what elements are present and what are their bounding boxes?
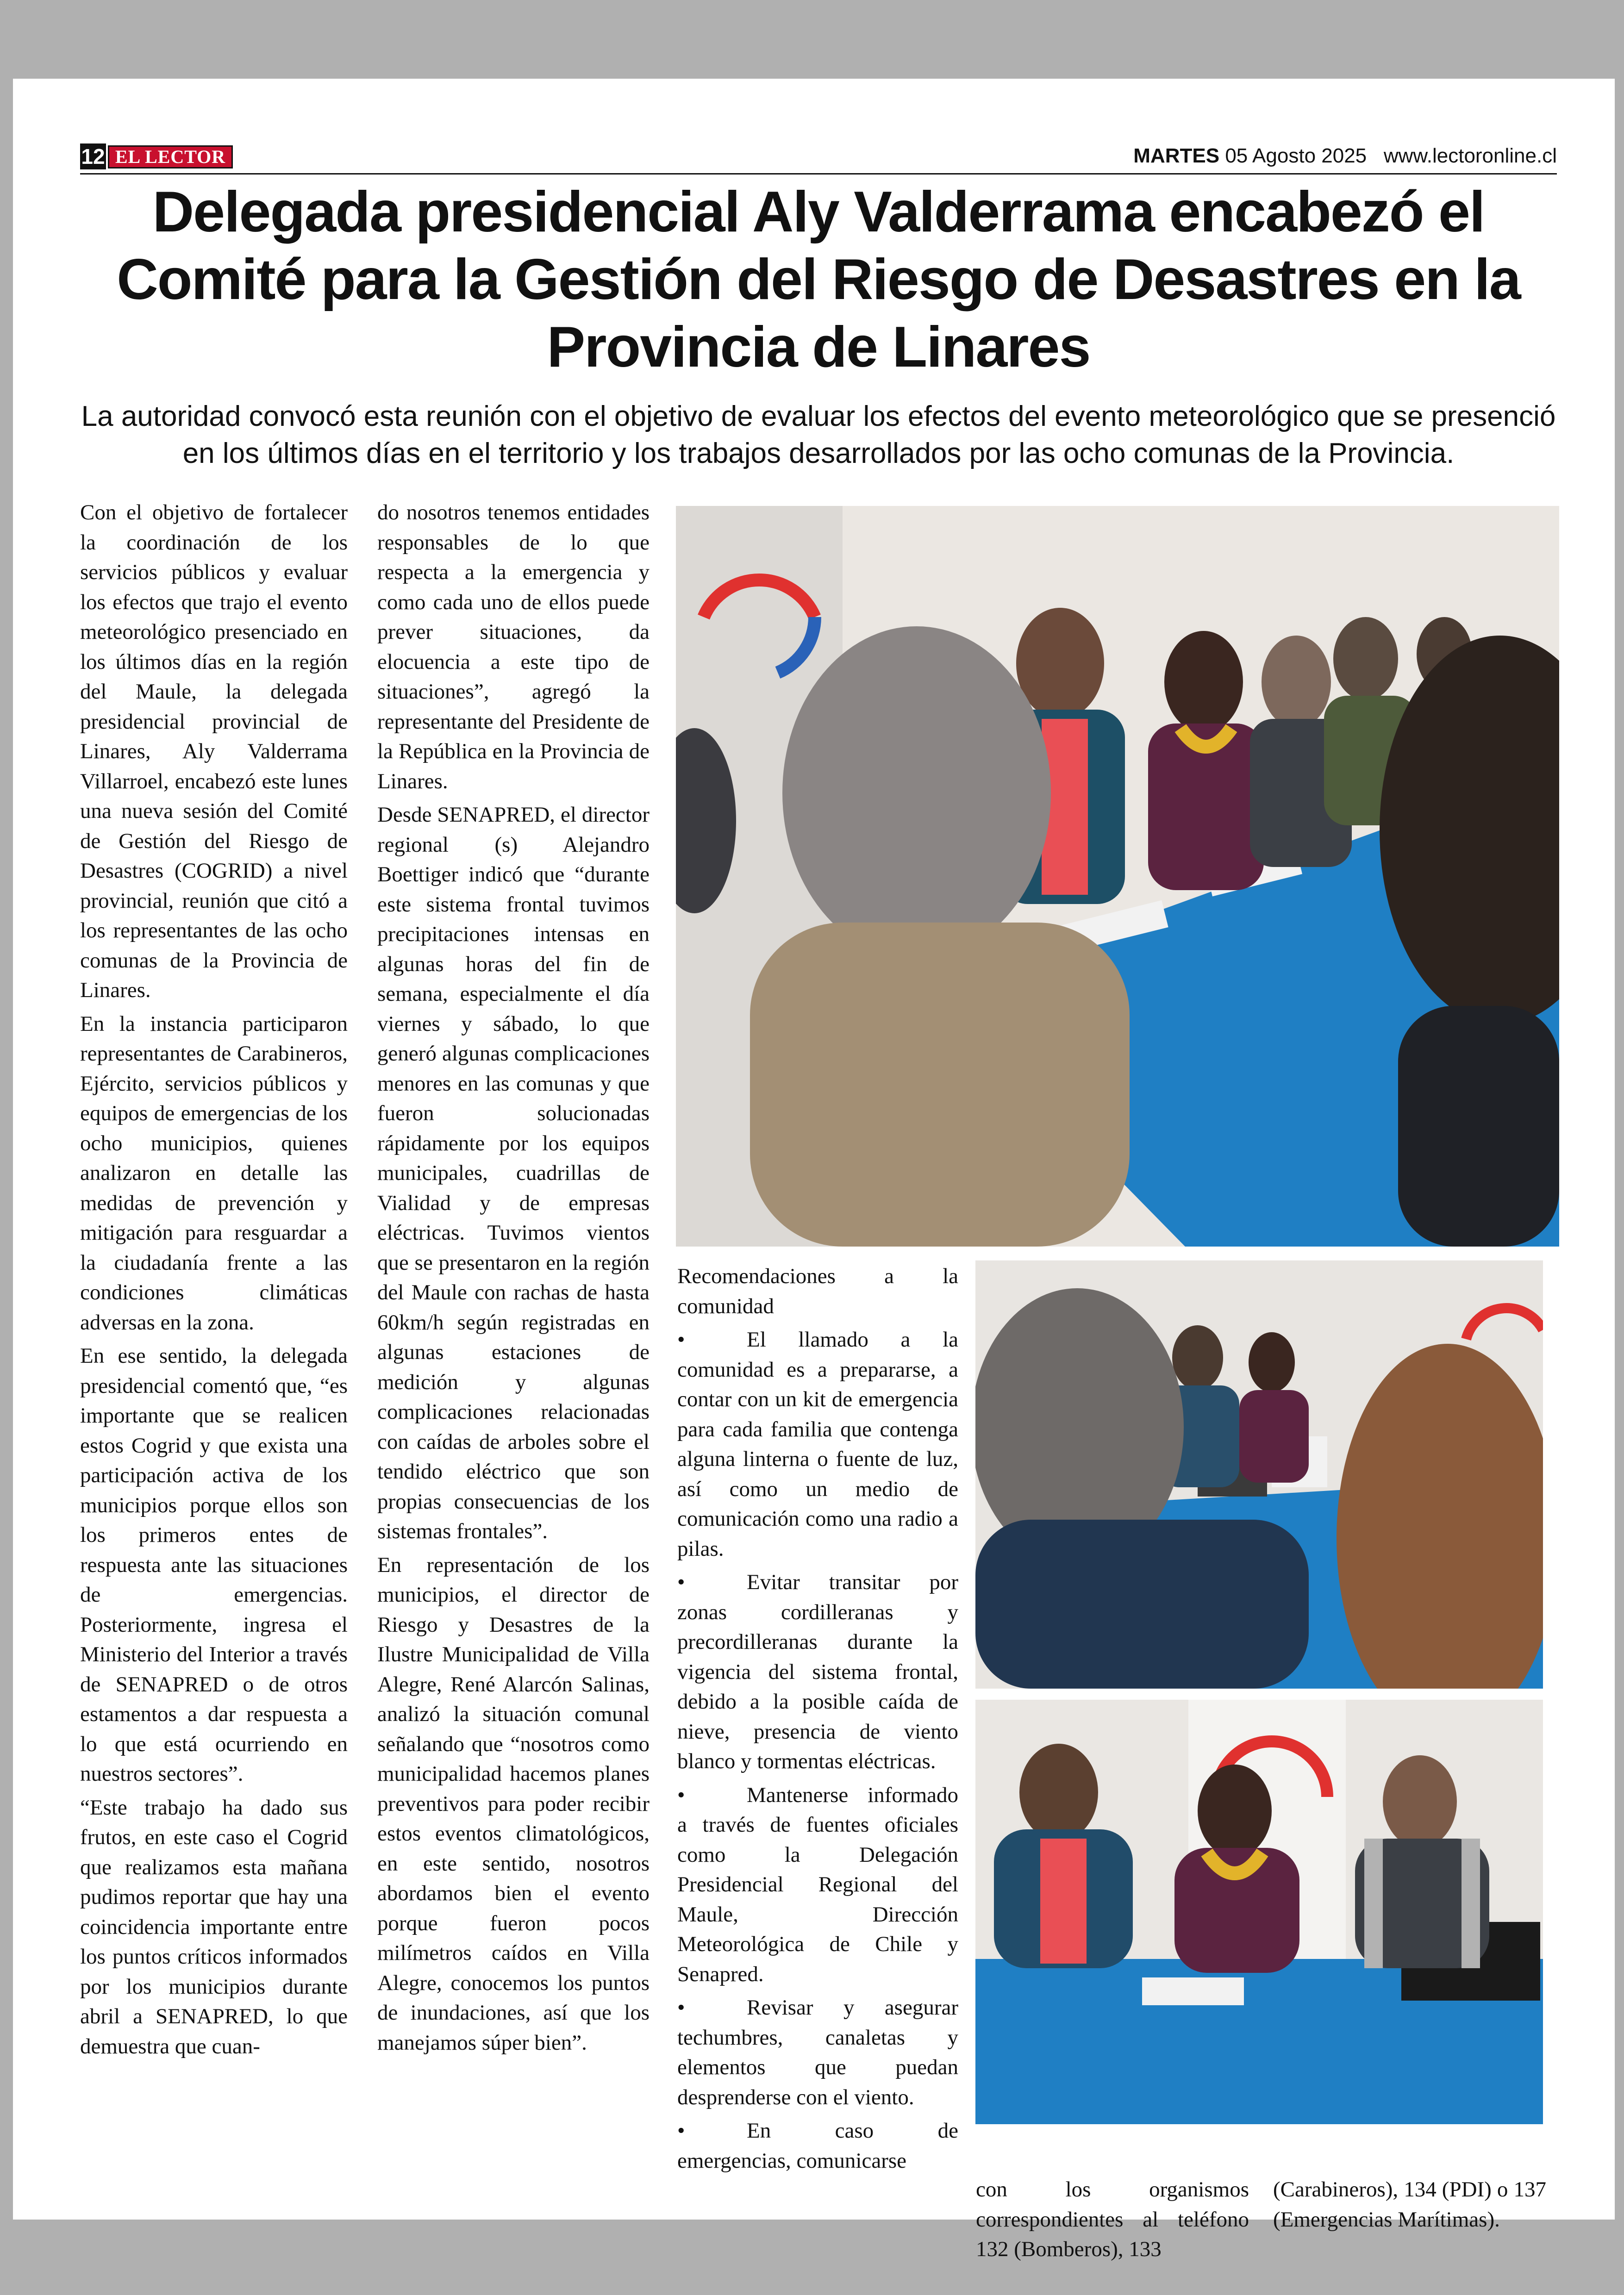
list-item [677, 1567, 958, 1777]
article-column-4 [976, 2175, 1249, 2268]
newspaper-page [13, 79, 1615, 2261]
page-header [80, 143, 1557, 171]
bullet-icon: • [677, 1328, 685, 1352]
list-item [677, 2116, 958, 2176]
paragraph: “Este trabajo ha dado sus frutos, en este caso el Cogrid que realizamos esta mañana pudimos reportar que hay una coincidencia importante entre los puntos críticos informados por los municipios durante abril a SENAPRED, lo que demuestra que cuan- [80, 1795, 348, 2058]
meeting-photo-icon [975, 1700, 1543, 2124]
header-divider [80, 173, 1557, 175]
bullet-icon: • [677, 1570, 685, 1594]
bullet-icon: • [677, 1783, 685, 1807]
article-column-1 [80, 498, 348, 2065]
meeting-photo-bottom [975, 1700, 1543, 2124]
paragraph: En la instancia participaron representantes de Carabineros, Ejército, servicios públicos y equipos de emergencias de los ocho municipios, quienes analizaron en detalle las medidas de prevención y mitigación para resguardar a la ciudadanía frente a las condiciones climáticas adversas en la zona. [80, 1011, 348, 1335]
list-item-text: Mantenerse informado a través de fuentes oficiales como la Delegación Presidencial Regional del Maule, Dirección Meteorológica de Chile y Senapred. [677, 1783, 958, 1986]
article-headline: Delegada presidencial Aly Valderrama encabezó el Comité para la Gestión del Riesgo de Desastres en la Provincia de Linares [117, 180, 1520, 379]
list-item [677, 1325, 958, 1564]
page-number: 12 [80, 143, 106, 169]
list-item-text: El llamado a la comunidad es a prepararse, a contar con un kit de emergencia para cada familia que contenga alguna linterna o fuente de luz, así como un medio de comunicación como una radio a pilas. [677, 1328, 958, 1561]
paragraph: En representación de los municipios, el director de Riesgo y Desastres de la Ilustre Municipalidad de Villa Alegre, René Alarcón Salinas, analizó la situación comunal señalando que “nosotros como municipalidad hacemos planes preventivos para poder recibir estos eventos climatológicos, en este sentido, nosotros abordamos bien el evento porque fueron pocos milímetros caídos en Villa Alegre, conocemos los puntos de inundaciones, así que los manejamos súper bien”. [377, 1553, 650, 2055]
list-item-text: Evitar transitar por zonas cordilleranas y precordilleranas durante la vigencia del sistema frontal, debido a la posible caída de nieve, presencia de viento blanco y tormentas eléctricas. [677, 1570, 958, 1773]
paragraph: Desde SENAPRED, el director regional (s) Alejandro Boettiger indicó que “durante este sistema frontal tuvimos precipitaciones intensas en algunas horas del fin de semana, especialmente el día viernes y sábado, lo que generó algunas complicaciones menores en las comunas y que fueron solucionadas rápidamente por los equipos municipales, cuadrillas de Vialidad y de empresas eléctricas. Tuvimos vientos que se presentaron en la región del Maule con rachas de hasta 60km/h según registradas en algunas estaciones de medición y algunas complicaciones relacionadas con caídas de arboles sobre el tendido eléctrico que son propias consecuencias de los sistemas frontales”. [377, 803, 650, 1543]
paragraph: con los organismos correspondientes al teléfono 132 (Bomberos), 133 [976, 2177, 1249, 2261]
header-dateline [1133, 144, 1557, 168]
paragraph: (Carabineros), 134 (PDI) o 137 (Emergencias Marítimas). [1273, 2177, 1546, 2232]
article-column-2 [377, 498, 650, 2061]
list-item-text: Revisar y asegurar techumbres, canaletas y elementos que puedan desprenderse con el viento. [677, 1996, 958, 2109]
header-date: 05 Agosto 2025 [1225, 144, 1367, 167]
list-item-text: En caso de emergencias, comunicarse [677, 2119, 958, 2173]
meeting-photo-middle [975, 1260, 1543, 1689]
paragraph: Con el objetivo de fortalecer la coordinación de los servicios públicos y evaluar los efectos que trajo el evento meteorológico presenciado en los últimos días en la región del Maule, la delegada presidencial provincial de Linares, Aly Valderrama Villarroel, encabezó este lunes una nueva sesión del Comité de Gestión del Riesgo de Desastres (COGRID) a nivel provincial, reunión que citó a los representantes de las ocho comunas de la Provincia de Linares. [80, 500, 348, 1002]
header-day: MARTES [1133, 144, 1220, 167]
bullet-icon: • [677, 1996, 685, 2020]
article-column-3 [677, 1261, 958, 2179]
paragraph: En ese sentido, la delegada presidencial comentó que, “es importante que se realicen estos Cogrid y que exista una participación activa de los municipios porque ellos son los primeros entes de respuesta ante las situaciones de emergencias. Posteriormente, ingresa el Ministerio del Interior a través de SENAPRED o de otros estamentos a dar respuesta a lo que está ocurriendo en nuestros sectores”. [80, 1344, 348, 1786]
list-item [677, 1780, 958, 1989]
newspaper-logo: EL LECTOR [108, 145, 233, 168]
header-website: www.lectoronline.cl [1383, 144, 1557, 167]
meeting-photo-large [676, 506, 1559, 1247]
section-heading: Recomendaciones a la comunidad [677, 1264, 958, 1318]
bullet-icon: • [677, 2119, 685, 2143]
list-item [677, 1993, 958, 2112]
meeting-photo-icon [975, 1260, 1543, 1689]
meeting-photo-icon [676, 506, 1559, 1247]
article-column-5 [1273, 2175, 1546, 2238]
article-subhead: La autoridad convocó esta reunión con el objetivo de evaluar los efectos del evento meteorológico que se presenció en los últimos días en el territorio y los trabajos desarrollados por las ocho comunas de la Provincia. [81, 400, 1556, 469]
paragraph: do nosotros tenemos entidades responsables de lo que respecta a la emergencia y como cada uno de ellos puede prever situaciones, da elocuencia a este tipo de situaciones”, agregó la representante del Presidente de la República en la Provincia de Linares. [377, 500, 650, 793]
